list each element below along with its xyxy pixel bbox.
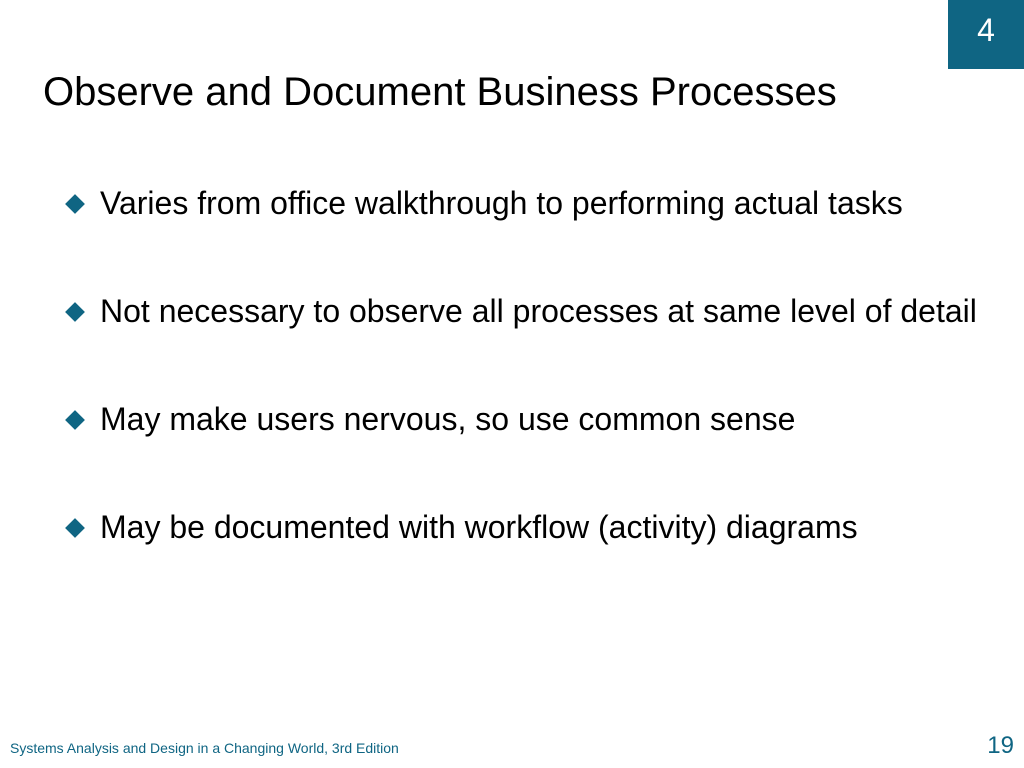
bullet-text: May make users nervous, so use common sense <box>100 401 796 437</box>
bullet-item <box>62 288 982 334</box>
diamond-icon <box>65 194 85 214</box>
chapter-number: 4 <box>977 12 995 48</box>
diamond-icon <box>65 518 85 538</box>
bullet-item <box>62 504 982 550</box>
chapter-number-badge <box>948 0 1024 69</box>
bullet-item <box>62 396 982 442</box>
bullet-text: Varies from office walkthrough to performing actual tasks <box>100 185 903 221</box>
diamond-icon <box>65 302 85 322</box>
bullet-text: May be documented with workflow (activity) diagrams <box>100 509 858 545</box>
page-number: 19 <box>987 732 1014 759</box>
bullet-text: Not necessary to observe all processes at same level of detail <box>100 293 977 329</box>
bullet-item <box>62 180 982 226</box>
footer-text: Systems Analysis and Design in a Changing World, 3rd Edition <box>10 740 399 756</box>
diamond-icon <box>65 410 85 430</box>
slide-title: Observe and Document Business Processes <box>43 70 837 114</box>
bullet-list <box>62 180 982 550</box>
